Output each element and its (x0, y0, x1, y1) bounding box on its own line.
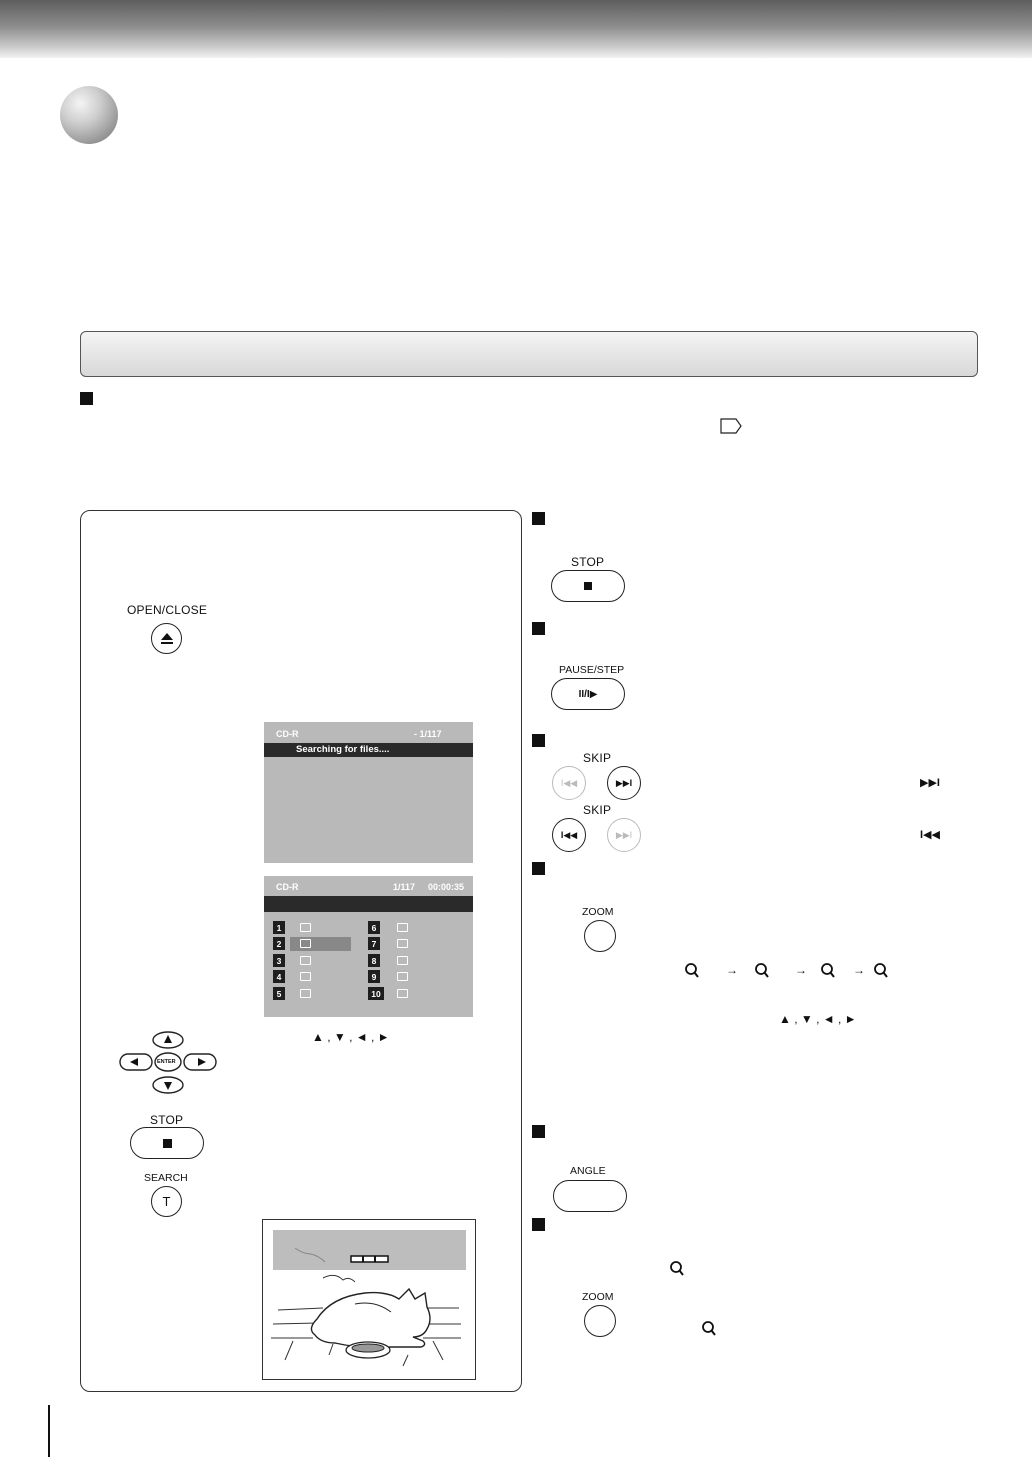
bullet-square (532, 1218, 545, 1231)
header-band (0, 0, 1032, 58)
zoom-magnifier-icon (669, 1260, 685, 1278)
zoom-magnifier-icon (873, 962, 889, 980)
bullet-square (532, 512, 545, 525)
skip-label: SKIP (583, 751, 612, 765)
search-button[interactable]: T (151, 1186, 182, 1217)
file-number: 10 (368, 987, 384, 1000)
file-number: 1 (273, 921, 285, 934)
bullet-square (532, 862, 545, 875)
file-icon (397, 956, 408, 965)
screen-disc-label: CD-R (276, 729, 299, 739)
arrow-keys-hint: ▲ , ▼ , ◄ , ► (312, 1030, 390, 1044)
file-list-screen (264, 876, 473, 1017)
zoom-arrow-keys-hint: ▲ , ▼ , ◄ , ► (779, 1012, 857, 1026)
skip-forward-button-dimmed[interactable]: ▶▶I (607, 818, 641, 852)
zoom-label: ZOOM (582, 906, 614, 918)
file-number: 8 (368, 954, 380, 967)
section-title-bar (80, 331, 978, 377)
stop-icon (163, 1139, 172, 1148)
zoom-button[interactable] (584, 920, 616, 952)
file-icon (300, 956, 311, 965)
pause-step-label: PAUSE/STEP (559, 664, 625, 676)
enter-button-label: ENTER (157, 1059, 176, 1065)
bullet-square (80, 392, 93, 405)
zoom-label: ZOOM (582, 1291, 614, 1303)
skip-back-button[interactable]: I◀◀ (552, 818, 586, 852)
bullet-square (532, 1125, 545, 1138)
stop-button[interactable] (130, 1127, 204, 1159)
bullet-square (532, 622, 545, 635)
skip-back-button-dimmed[interactable]: I◀◀ (552, 766, 586, 800)
stop-button[interactable] (551, 570, 625, 602)
page-reference-tag-icon (720, 418, 742, 434)
cat-illustration-icon (263, 1220, 475, 1379)
file-number: 3 (273, 954, 285, 967)
searching-message: Searching for files.... (296, 744, 390, 755)
zoom-magnifier-icon (684, 962, 700, 980)
file-icon (300, 989, 311, 998)
pause-step-button[interactable]: II/I▶ (551, 678, 625, 710)
zoom-button[interactable] (584, 1305, 616, 1337)
stop-icon (584, 582, 592, 590)
file-number: 5 (273, 987, 285, 1000)
open-close-button[interactable] (151, 623, 182, 654)
sequence-arrow: → (726, 963, 738, 977)
screen-status-bar (264, 743, 473, 757)
open-close-label: OPEN/CLOSE (127, 603, 208, 617)
skip-label: SKIP (583, 803, 612, 817)
file-icon (397, 972, 408, 981)
file-number: 6 (368, 921, 380, 934)
chapter-bullet-circle (60, 86, 118, 144)
sequence-arrow: → (853, 963, 865, 977)
zoom-magnifier-icon (754, 962, 770, 980)
stop-label: STOP (571, 555, 605, 569)
screen-title-bar (264, 896, 473, 912)
file-icon (300, 923, 311, 932)
screen-time: 00:00:35 (428, 882, 465, 892)
screen-counter: - 1/117 (414, 729, 442, 739)
zoom-magnifier-icon (701, 1320, 717, 1338)
eject-icon (160, 632, 174, 646)
skip-forward-button[interactable]: ▶▶I (607, 766, 641, 800)
zoom-magnifier-icon (820, 962, 836, 980)
file-number: 9 (368, 970, 380, 983)
file-icon (397, 989, 408, 998)
skip-back-icon: I◀◀ (920, 829, 940, 841)
search-label: SEARCH (144, 1172, 188, 1184)
file-icon (397, 923, 408, 932)
screen-disc-label: CD-R (276, 882, 299, 892)
sequence-arrow: → (795, 963, 807, 977)
screen-counter: 1/117 (393, 882, 416, 892)
file-icon (300, 939, 311, 948)
angle-label: ANGLE (570, 1165, 606, 1177)
angle-button[interactable] (553, 1180, 627, 1212)
file-number: 2 (273, 937, 285, 950)
searching-screen (264, 722, 473, 863)
file-icon (300, 972, 311, 981)
stop-label: STOP (150, 1113, 184, 1127)
file-number: 7 (368, 937, 380, 950)
page-margin-line (48, 1405, 50, 1457)
file-icon (397, 939, 408, 948)
picture-illustration (262, 1219, 476, 1380)
file-number: 4 (273, 970, 285, 983)
skip-forward-icon: ▶▶I (920, 777, 940, 789)
bullet-square (532, 734, 545, 747)
